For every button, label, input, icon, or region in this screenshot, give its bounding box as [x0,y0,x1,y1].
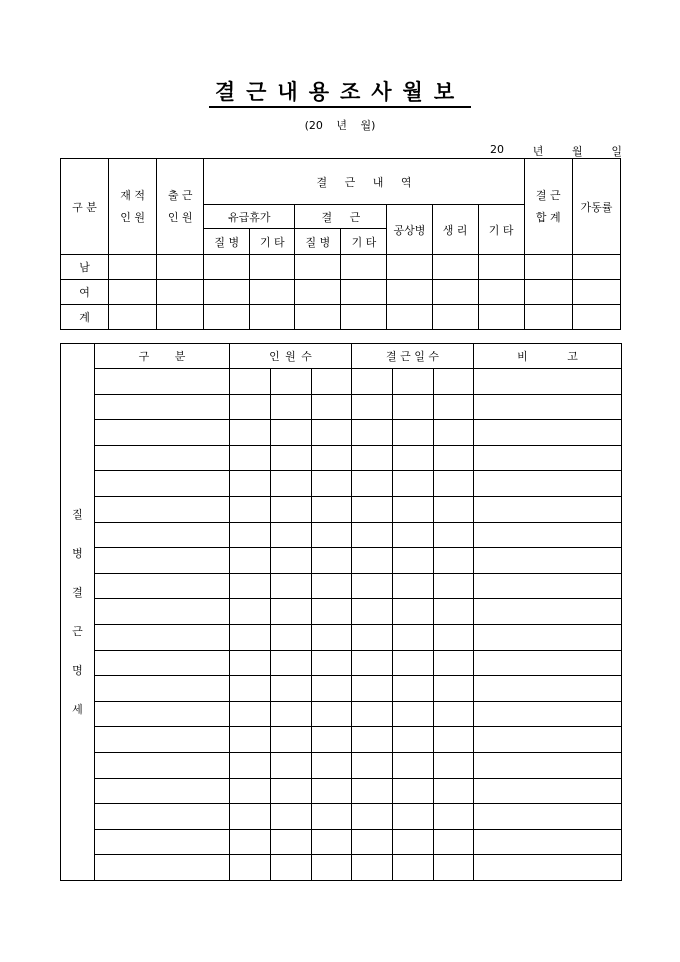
detail-cell[interactable] [352,727,393,753]
detail-cell[interactable] [230,855,271,881]
detail-cell[interactable] [393,650,434,676]
detail-cell[interactable] [230,369,271,395]
side-label-char: 세 [72,702,83,716]
detail-row [61,496,622,522]
cell[interactable] [432,255,478,280]
cell[interactable] [524,255,572,280]
header-hapgye-l2: 합 계 [535,210,561,224]
cell[interactable] [295,255,341,280]
cell[interactable] [157,255,204,280]
cell[interactable] [204,280,250,305]
detail-cell[interactable] [352,804,393,830]
detail-cell[interactable] [271,522,312,548]
header-gyeolgeun: 결 근 [295,205,387,229]
cell[interactable] [572,280,620,305]
detail-cell[interactable] [393,829,434,855]
header-gubun-detail: 구 분 [95,344,230,369]
detail-cell[interactable] [434,727,474,753]
detail-cell[interactable] [352,650,393,676]
detail-cell[interactable] [271,471,312,497]
header-yugeup-hyuga: 유급휴가 [204,205,295,229]
side-label-cell [61,344,95,881]
detail-cell[interactable] [352,829,393,855]
detail-cell[interactable] [271,676,312,702]
cell[interactable] [478,255,524,280]
header-hapgye [524,159,572,255]
detail-cell[interactable] [434,829,474,855]
detail-cell[interactable] [95,599,230,625]
detail-cell[interactable] [230,496,271,522]
detail-cell[interactable] [352,855,393,881]
detail-cell[interactable] [271,778,312,804]
cell[interactable] [295,305,341,330]
row-label-male: 남 [61,255,109,280]
detail-cell[interactable] [271,548,312,574]
detail-cell[interactable] [352,522,393,548]
detail-cell[interactable] [434,599,474,625]
detail-cell[interactable] [230,471,271,497]
header-jaejeok [109,159,157,255]
detail-cell[interactable] [352,752,393,778]
detail-cell[interactable] [95,676,230,702]
detail-cell[interactable] [230,573,271,599]
header-inwonsu: 인 원 수 [230,344,352,369]
detail-cell[interactable] [474,471,622,497]
detail-row [61,829,622,855]
cell[interactable] [387,255,432,280]
detail-cell[interactable] [312,727,352,753]
detail-cell[interactable] [230,829,271,855]
detail-cell[interactable] [393,804,434,830]
side-label-char: 근 [72,624,83,638]
detail-cell[interactable] [393,522,434,548]
detail-cell[interactable] [352,471,393,497]
detail-cell[interactable] [95,420,230,446]
cell[interactable] [204,305,250,330]
detail-row [61,701,622,727]
detail-cell[interactable] [312,471,352,497]
detail-cell[interactable] [312,548,352,574]
header-chulgeun-l2: 인 원 [167,210,193,224]
detail-cell[interactable] [271,369,312,395]
detail-cell[interactable] [312,522,352,548]
detail-table [60,343,622,881]
detail-cell[interactable] [271,650,312,676]
header-gita: 기 타 [478,205,524,255]
detail-cell[interactable] [474,496,622,522]
header-jaejeok-l2: 인 원 [120,210,145,224]
header-saengri: 생 리 [432,205,478,255]
detail-cell[interactable] [393,420,434,446]
cell[interactable] [524,305,572,330]
side-label-char: 질 [72,507,83,521]
detail-cell[interactable] [95,369,230,395]
detail-cell[interactable] [434,369,474,395]
detail-row [61,548,622,574]
detail-cell[interactable] [95,496,230,522]
detail-row [61,650,622,676]
detail-cell[interactable] [95,855,230,881]
detail-row [61,752,622,778]
header-gyeolgeun-ilsu: 결 근 일 수 [352,344,474,369]
detail-cell[interactable] [434,522,474,548]
detail-cell[interactable] [434,573,474,599]
title-underline [209,106,471,108]
detail-cell[interactable] [393,701,434,727]
detail-cell[interactable] [271,445,312,471]
header-jilbyeong-b: 질 병 [295,229,341,255]
cell[interactable] [109,280,157,305]
detail-cell[interactable] [393,855,434,881]
cell[interactable] [157,305,204,330]
detail-cell[interactable] [393,599,434,625]
detail-cell[interactable] [312,394,352,420]
detail-cell[interactable] [352,420,393,446]
detail-cell[interactable] [434,752,474,778]
detail-cell[interactable] [352,701,393,727]
cell[interactable] [109,255,157,280]
detail-cell[interactable] [474,573,622,599]
cell[interactable] [250,280,295,305]
header-jaejeok-l1: 재 적 [120,188,145,202]
row-label-total: 계 [61,305,109,330]
detail-cell[interactable] [271,394,312,420]
detail-cell[interactable] [230,676,271,702]
header-bigo: 비 고 [474,344,622,369]
detail-cell[interactable] [352,599,393,625]
detail-cell[interactable] [271,752,312,778]
detail-row [61,624,622,650]
header-jilbyeong-a: 질 병 [204,229,250,255]
detail-cell[interactable] [474,420,622,446]
detail-cell[interactable] [393,394,434,420]
cell[interactable] [109,305,157,330]
header-chulgeun [157,159,204,255]
detail-cell[interactable] [271,420,312,446]
detail-cell[interactable] [230,522,271,548]
detail-row [61,676,622,702]
cell[interactable] [432,305,478,330]
detail-cell[interactable] [393,624,434,650]
detail-cell[interactable] [230,804,271,830]
detail-cell[interactable] [271,496,312,522]
detail-cell[interactable] [95,829,230,855]
cell[interactable] [572,255,620,280]
detail-cell[interactable] [230,650,271,676]
detail-cell[interactable] [434,855,474,881]
detail-cell[interactable] [352,778,393,804]
detail-cell[interactable] [271,855,312,881]
detail-cell[interactable] [352,445,393,471]
header-gita-b: 기 타 [341,229,387,255]
detail-cell[interactable] [474,829,622,855]
detail-cell[interactable] [352,369,393,395]
detail-cell[interactable] [393,471,434,497]
detail-cell[interactable] [352,496,393,522]
detail-cell[interactable] [393,573,434,599]
detail-cell[interactable] [230,727,271,753]
detail-cell[interactable] [230,394,271,420]
cell[interactable] [204,255,250,280]
header-gubun: 구 분 [61,159,109,255]
detail-cell[interactable] [434,445,474,471]
detail-cell[interactable] [434,650,474,676]
detail-cell[interactable] [95,471,230,497]
detail-cell[interactable] [312,829,352,855]
detail-cell[interactable] [352,676,393,702]
detail-cell[interactable] [312,369,352,395]
detail-cell[interactable] [230,624,271,650]
detail-cell[interactable] [474,701,622,727]
detail-row [61,727,622,753]
detail-cell[interactable] [271,829,312,855]
header-gyeolgeun-naeyeok: 결 근 내 역 [204,159,525,205]
cell[interactable] [478,305,524,330]
cell[interactable] [572,305,620,330]
header-hapgye-l1: 결 근 [535,188,561,202]
detail-cell[interactable] [271,599,312,625]
detail-row [61,369,622,395]
detail-cell[interactable] [474,855,622,881]
detail-cell[interactable] [271,727,312,753]
detail-cell[interactable] [352,394,393,420]
detail-cell[interactable] [393,676,434,702]
detail-cell[interactable] [474,394,622,420]
detail-cell[interactable] [271,573,312,599]
detail-cell[interactable] [434,394,474,420]
detail-cell[interactable] [230,752,271,778]
date-year: 20 [490,143,504,156]
side-label-char: 병 [72,546,83,560]
detail-cell[interactable] [434,420,474,446]
detail-cell[interactable] [230,778,271,804]
detail-cell[interactable] [393,496,434,522]
detail-cell[interactable] [312,676,352,702]
cell[interactable] [157,280,204,305]
row-label-female: 여 [61,280,109,305]
detail-cell[interactable] [393,548,434,574]
detail-cell[interactable] [95,522,230,548]
side-label [61,495,94,729]
detail-cell[interactable] [474,752,622,778]
detail-row [61,471,622,497]
detail-cell[interactable] [434,496,474,522]
detail-cell[interactable] [434,701,474,727]
detail-row [61,573,622,599]
detail-cell[interactable] [312,855,352,881]
detail-cell[interactable] [474,369,622,395]
header-gita-a: 기 타 [250,229,295,255]
detail-cell[interactable] [230,445,271,471]
cell[interactable] [341,280,387,305]
detail-cell[interactable] [95,548,230,574]
detail-cell[interactable] [312,599,352,625]
detail-cell[interactable] [230,548,271,574]
detail-cell[interactable] [434,548,474,574]
detail-cell[interactable] [95,752,230,778]
cell[interactable] [250,305,295,330]
subtitle: (20 년 월) [304,119,376,132]
detail-row [61,599,622,625]
cell[interactable] [295,280,341,305]
detail-cell[interactable] [434,624,474,650]
detail-cell[interactable] [474,804,622,830]
detail-cell[interactable] [95,778,230,804]
detail-cell[interactable] [474,445,622,471]
detail-cell[interactable] [230,701,271,727]
detail-row [61,420,622,446]
detail-row [61,855,622,881]
detail-cell[interactable] [393,727,434,753]
detail-cell[interactable] [312,573,352,599]
detail-cell[interactable] [352,624,393,650]
detail-cell[interactable] [230,599,271,625]
cell[interactable] [524,280,572,305]
detail-cell[interactable] [312,752,352,778]
detail-cell[interactable] [230,420,271,446]
detail-cell[interactable] [474,778,622,804]
detail-cell[interactable] [95,445,230,471]
detail-cell[interactable] [474,548,622,574]
detail-cell[interactable] [271,624,312,650]
detail-cell[interactable] [352,548,393,574]
detail-cell[interactable] [271,701,312,727]
detail-cell[interactable] [312,420,352,446]
detail-row [61,778,622,804]
date-line [490,143,622,159]
detail-cell[interactable] [434,804,474,830]
detail-cell[interactable] [474,522,622,548]
detail-cell[interactable] [95,701,230,727]
detail-cell[interactable] [352,573,393,599]
detail-row [61,522,622,548]
side-label-char: 명 [72,663,83,677]
page-title: 결근내용조사월보 [214,79,466,104]
detail-cell[interactable] [271,804,312,830]
detail-cell[interactable] [312,496,352,522]
detail-cell[interactable] [474,650,622,676]
detail-cell[interactable] [95,804,230,830]
cell[interactable] [387,280,432,305]
detail-row [61,445,622,471]
header-gadongryul: 가동률 [572,159,620,255]
detail-cell[interactable] [312,804,352,830]
detail-cell[interactable] [434,676,474,702]
detail-cell[interactable] [474,727,622,753]
cell[interactable] [478,280,524,305]
detail-cell[interactable] [95,624,230,650]
detail-cell[interactable] [434,778,474,804]
detail-cell[interactable] [312,650,352,676]
detail-cell[interactable] [312,445,352,471]
cell[interactable] [341,305,387,330]
header-chulgeun-l1: 출 근 [167,188,193,202]
detail-row [61,804,622,830]
detail-cell[interactable] [95,573,230,599]
cell[interactable] [387,305,432,330]
detail-cell[interactable] [393,752,434,778]
date-year-unit: 년 [532,145,544,158]
date-month-unit: 월 [572,145,583,158]
detail-cell[interactable] [393,445,434,471]
cell[interactable] [250,255,295,280]
detail-cell[interactable] [312,778,352,804]
detail-cell[interactable] [95,394,230,420]
detail-cell[interactable] [393,369,434,395]
cell[interactable] [432,280,478,305]
detail-cell[interactable] [474,676,622,702]
header-gongsangbyeong: 공상병 [387,205,432,255]
side-label-char: 결 [72,585,83,599]
detail-cell[interactable] [474,624,622,650]
detail-cell[interactable] [312,624,352,650]
summary-table [60,158,621,330]
date-day-unit: 일 [611,145,622,158]
detail-cell[interactable] [312,701,352,727]
detail-cell[interactable] [393,778,434,804]
detail-row [61,394,622,420]
detail-cell[interactable] [434,471,474,497]
detail-cell[interactable] [95,650,230,676]
cell[interactable] [341,255,387,280]
detail-cell[interactable] [474,599,622,625]
detail-cell[interactable] [95,727,230,753]
